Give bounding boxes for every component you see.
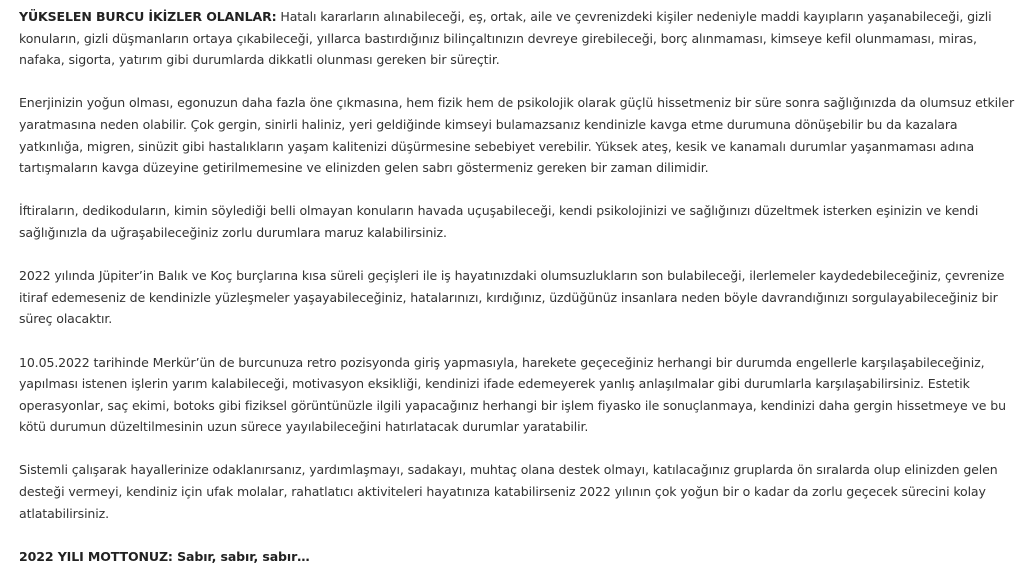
- intro-heading: YÜKSELEN BURCU İKİZLER OLANLAR:: [19, 9, 277, 24]
- paragraph-energy: Enerjinizin yoğun olması, egonuzun daha fazla öne çıkmasına, hem fizik hem de psikolojik olarak güçlü hissetmeniz bir süre sonra sağlığınızda da olumsuz etkiler yaratmasına neden olabilir. Çok gergin, sinirli haliniz, yeri geldiğinde kimseyi bulamazsanız kendinizle kavga etme durumuna dönüşebilir bu da kazalara yatkınlığa, migren, sinüzit gibi hastalıkların yaşam kalitenizi düşürmesine sebebiyet verebilir. Yüksek ateş, kesik ve kanamalı durumlar yaşanmaması adına tartışmaların kavga düzeyine getirilmemesine ve elinizden gelen sabrı göstermeniz gereken bir zaman dilimidir.: [19, 95, 1015, 176]
- intro-paragraph: [19, 6, 1019, 71]
- article-body: [19, 6, 1019, 567]
- motto: 2022 YILI MOTTONUZ: Sabır, sabır, sabır…: [19, 548, 310, 564]
- paragraph-mercury: 10.05.2022 tarihinde Merkür’ün de burcunuza retro pozisyonda giriş yapmasıyla, harekete geçeceğiniz herhangi bir durumda engellerle karşılaşabileceğiniz, yapılması istenen işlerin yarım kalabileceği, motivasyon eksikliği, kendinizi ifade edemeyerek yanlış anlaşılmalar gibi durumlarla karşılaşabilirsiniz. Estetik operasyonlar, saç ekimi, botoks gibi fiziksel görüntünüzle ilgili yapacağınız herhangi bir işlem fiyasko ile sonuçlanmaya, kendinizi daha gergin hissetmeye ve bu kötü durumun düzeltilmesinin uzun sürece yayılabileceğini hatırlatacak durumlar yaratabilir.: [19, 354, 1006, 435]
- paragraph-jupiter: 2022 yılında Jüpiter’in Balık ve Koç burçlarına kısa süreli geçişleri ile iş hayatınızdaki olumsuzlukların son bulabileceği, ilerlemeler kaydedebileceğiniz, çevrenize itiraf edemeseniz de kendinizle yüzleşmeler yaşayabileceğiniz, hatalarınızı, kırdığınız, üzdüğünüz insanlara neden böyle davrandığınızı sorgulayabileceğiniz bir süreç olacaktır.: [19, 268, 1005, 327]
- paragraph-advice: Sistemli çalışarak hayallerinize odaklanırsanız, yardımlaşmayı, sadakayı, muhtaç olana destek olmayı, katılacağınız gruplarda ön sıralarda olup elinizden gelen desteği vermeyi, kendiniz için ufak molalar, rahatlatıcı aktiviteleri hayatınıza katabilirseniz 2022 yılının çok yoğun bir o kadar da zorlu geçecek sürecini kolay atlatabilirsiniz.: [19, 462, 998, 521]
- paragraph-slander: İftiraların, dedikoduların, kimin söylediği belli olmayan konuların havada uçuşabileceği, kendi psikolojinizi ve sağlığınızı düzeltmek isterken eşinizin ve kendi sağlığınızla da uğraşabileceğiniz zorlu durumlara maruz kalabilirsiniz.: [19, 203, 979, 240]
- intro-text: Hatalı kararların alınabileceği, eş, ortak, aile ve çevrenizdeki kişiler nedeniyle maddi kayıpların yaşanabileceği, gizli konuların, gizli düşmanların ortaya çıkabileceği, yıllarca bastırdığınız bilinçaltınızın devreye girebileceği, borç alınmaması, kimseye kefil olunmaması, miras, nafaka, sigorta, yatırım gibi durumlarda dikkatli olunması gereken bir süreçtir.: [19, 9, 992, 68]
